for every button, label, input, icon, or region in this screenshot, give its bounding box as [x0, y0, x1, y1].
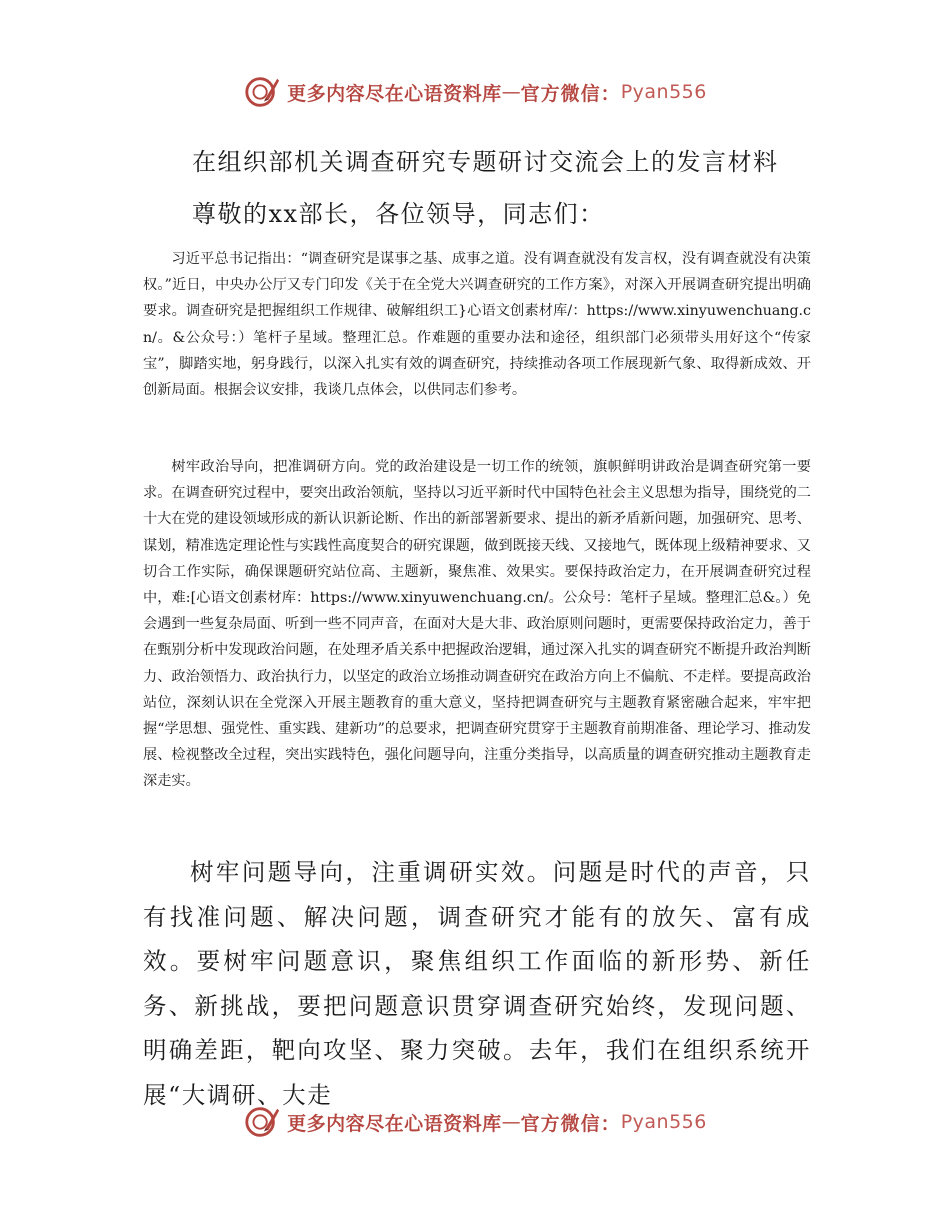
paragraph-problem-orientation: 树牢问题导向，注重调研实效。问题是时代的声音，只有找准问题、解决问题，调查研究才能有的放矢、富有成效。要树牢问题意识，聚焦组织工作面临的新形势、新任务、新挑战，要把问题意识贯穿调查研究始终，发现问题、明确差距，靶向攻坚、聚力突破。去年，我们在组织系统开展“大调研、大走 — [143, 858, 811, 1109]
paragraph-political-orientation: 树牢政治导向，把准调研方向。党的政治建设是一切工作的统领，旗帜鲜明讲政治是调查研究第一要求。在调查研究过程中，要突出政治领航，坚持以习近平新时代中国特色社会主义思想为指导，围绕党的二十大在党的建设领域形成的新认识新论断、作出的新部署新要求、提出的新矛盾新问题，加强研究、思考、谋划，精准选定理论性与实践性高度契合的研究课题，做到既接天线、又接地气，既体现上级精神要求、又切合工作实际，确保课题研究站位高、主题新，聚焦准、效果实。要保持政治定力，在开展调查研究过程中，难:[心语文创素材库：https://www.xinyuwenchuang.cn/。公众号：笔杆子星域。整理汇总&。）免会遇到一些复杂局面、听到一些不同声音，在面对大是大非、政治原则问题时，更需要保持政治定力，善于在甄别分析中发现政治问题，在处理矛盾关系中把握政治逻辑，通过深入扎实的调查研究不断提升政治判断力、政治领悟力、政治执行力，以坚定的政治立场推动调查研究在政治方向上不偏航、不走样。要提高政治站位，深刻认识在全党深入开展主题教育的重大意义，坚持把调查研究与主题教育紧密融合起来，牢牢把握“学思想、强党性、重实践、建新功”的总要求，把调查研究贯穿于主题教育前期准备、理论学习、推动发展、检视整改全过程，突出实践特色，强化问题导向，注重分类指导，以高质量的调查研究推动主题教育走深走实。 — [143, 459, 811, 790]
banner-official-label: 官方微信： — [520, 82, 621, 105]
header-banner — [0, 70, 950, 114]
banner-official-label: 官方微信： — [520, 1112, 621, 1135]
paragraph-intro: 习近平总书记指出：“调查研究是谋事之基、成事之道。没有调查就没有发言权，没有调查就没有决策权。”近日，中央办公厅又专门印发《关于在全党大兴调查研究的工作方案》，对深入开展调查研究提出明确要求。调查研究是把握组织工作规律、破解组织工}心语文创素材库/：https://www.xinyuwenchuang.cn/。&公众号：）笔杆子星域。整理汇总。作难题的重要办法和途径，组织部门必须带头用好这个“传家宝”，脚踏实地，躬身践行，以深入扎实有效的调查研究，持续推动各项工作展现新气象、取得新成效、开创新局面。根据会议安排，我谈几点体会，以供同志们参考。 — [143, 251, 811, 399]
banner-wechat-id: Pyan556 — [620, 81, 707, 103]
pen-logo-icon — [243, 1103, 281, 1141]
banner-wechat-id: Pyan556 — [620, 1111, 707, 1133]
banner-slogan: 更多内容尽在心语资料库 — [287, 82, 502, 105]
banner-dash: — — [501, 1111, 521, 1133]
greeting: 尊敬的xx部长，各位领导，同志们： — [192, 200, 605, 228]
banner-dash: — — [501, 81, 521, 103]
pen-logo-icon — [243, 73, 281, 111]
banner-slogan: 更多内容尽在心语资料库 — [287, 1112, 502, 1135]
footer-banner — [0, 1100, 950, 1144]
document-title: 在组织部机关调查研究专题研讨交流会上的发言材料 — [192, 148, 779, 176]
